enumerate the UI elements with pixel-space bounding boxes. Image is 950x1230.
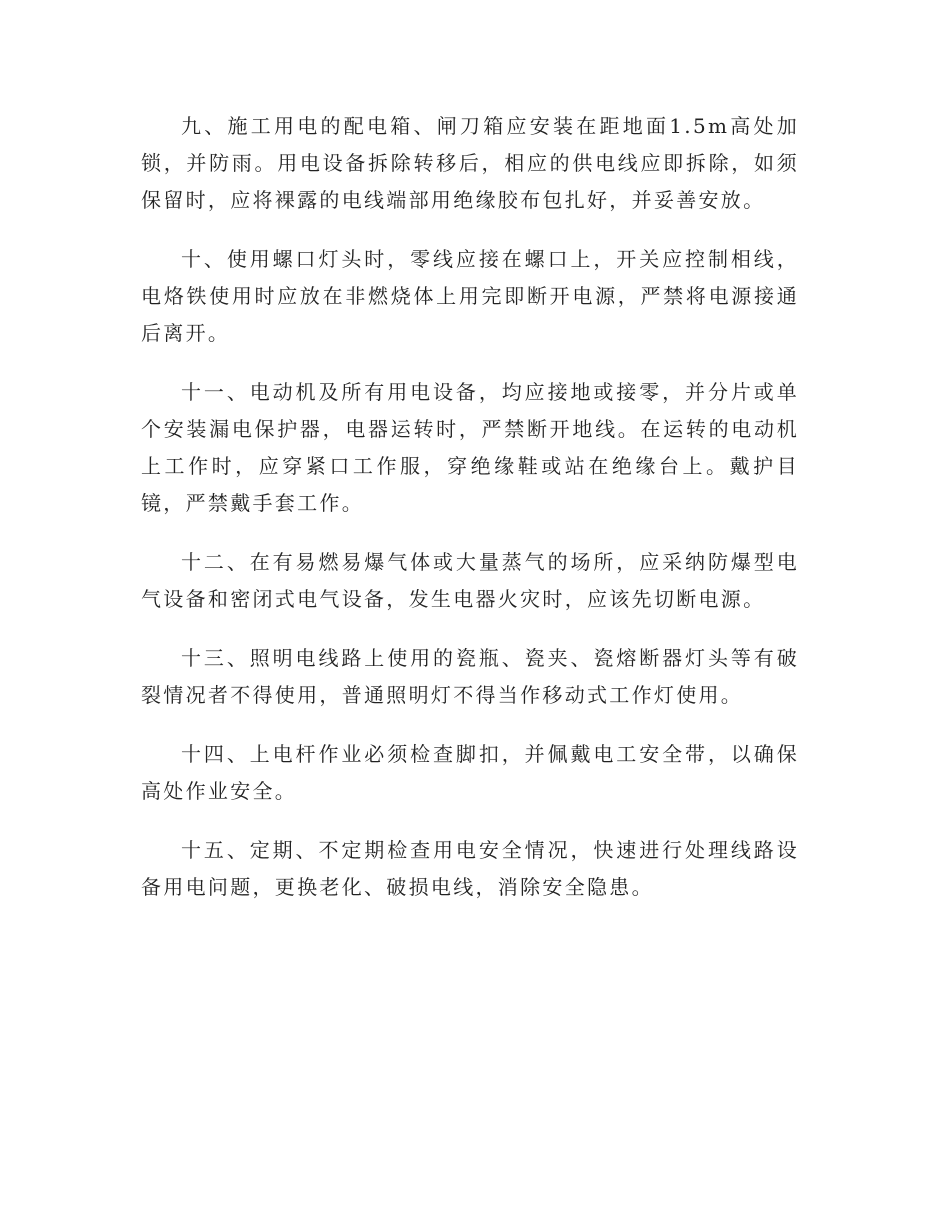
- paragraph-12: 十二、在有易燃易爆气体或大量蒸气的场所，应采纳防爆型电气设备和密闭式电气设备，发生电器火灾时，应该先切断电源。: [141, 550, 799, 611]
- paragraph-10: 十、使用螺口灯头时，零线应接在螺口上，开关应控制相线，电烙铁使用时应放在非燃烧体上用完即断开电源，严禁将电源接通后离开。: [141, 247, 799, 345]
- paragraph-14: 十四、上电杆作业必须检查脚扣，并佩戴电工安全带，以确保高处作业安全。: [141, 742, 799, 803]
- paragraph-11: 十一、电动机及所有用电设备，均应接地或接零，并分片或单个安装漏电保护器，电器运转时，严禁断开地线。在运转的电动机上工作时，应穿紧口工作服，穿绝缘鞋或站在绝缘台上。戴护目镜，严禁戴手套工作。: [141, 380, 799, 515]
- paragraph-13: 十三、照明电线路上使用的瓷瓶、瓷夹、瓷熔断器灯头等有破裂情况者不得使用，普通照明灯不得当作移动式工作灯使用。: [141, 646, 799, 707]
- paragraph-15: 十五、定期、不定期检查用电安全情况，快速进行处理线路设备用电问题，更换老化、破损电线，消除安全隐患。: [141, 838, 799, 899]
- document-body: [141, 108, 799, 928]
- paragraph-9: 九、施工用电的配电箱、闸刀箱应安装在距地面1.5m高处加锁，并防雨。用电设备拆除转移后，相应的供电线应即拆除，如须保留时，应将裸露的电线端部用绝缘胶布包扎好，并妥善安放。: [141, 114, 799, 212]
